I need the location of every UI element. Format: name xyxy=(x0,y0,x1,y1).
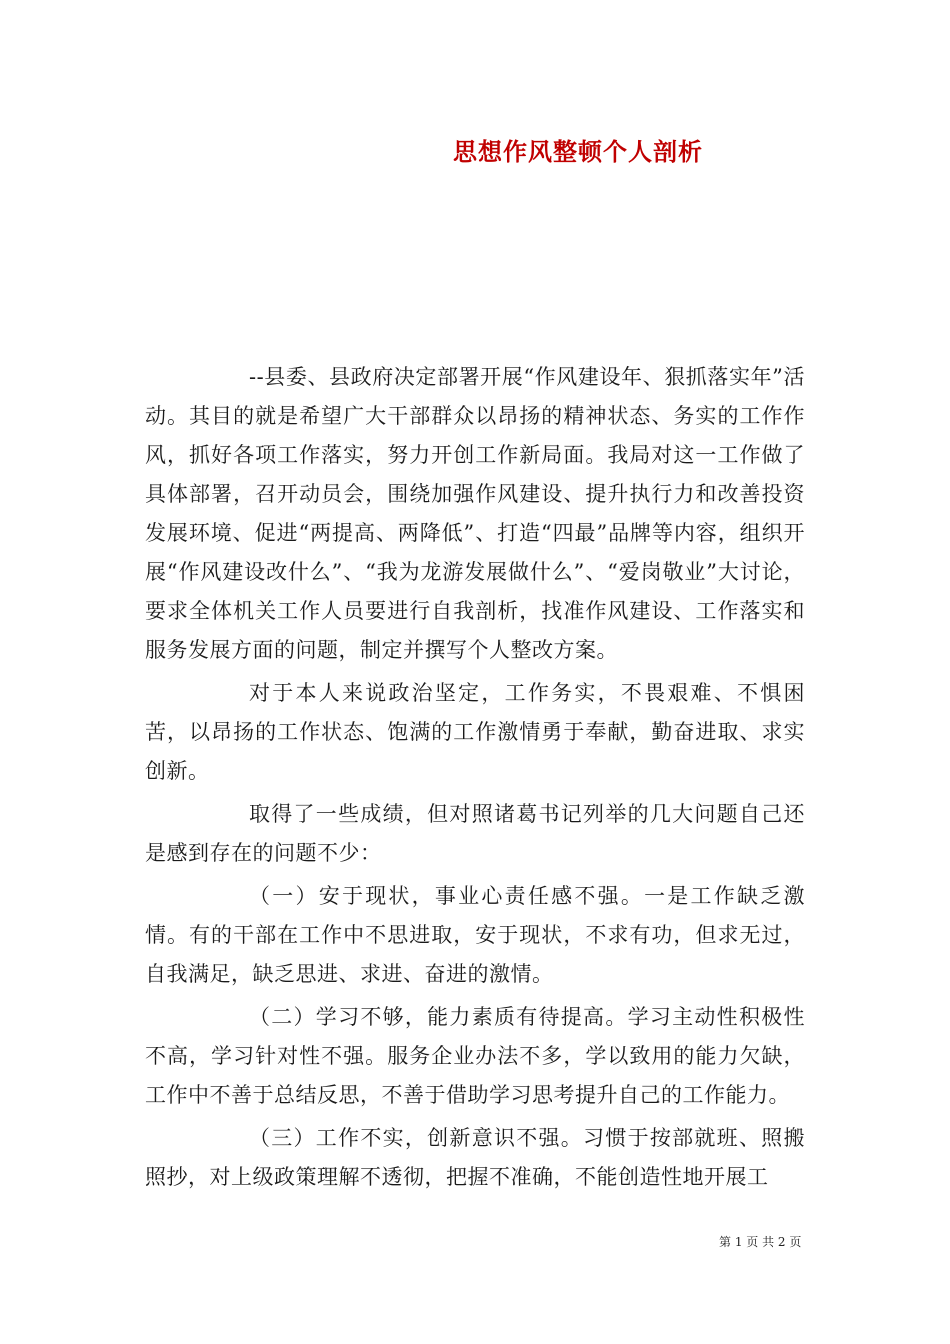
page-number-footer: 第 1 页 共 2 页 xyxy=(719,1235,802,1249)
paragraph-self-assessment: 对于本人来说政治坚定，工作务实，不畏艰难、不惧困苦，以昂扬的工作状态、饱满的工作激情勇于奉献，勤奋进取、求实创新。 xyxy=(145,681,805,783)
paragraph-problems-intro: 取得了一些成绩，但对照诸葛书记列举的几大问题自己还是感到存在的问题不少： xyxy=(145,802,805,865)
paragraph-intro: --县委、县政府决定部署开展“作风建设年、狠抓落实年”活动。其目的就是希望广大干部群众以昂扬的精神状态、务实的工作作风，抓好各项工作落实，努力开创工作新局面。我局对这一工作做了具体部署，召开动员会，围绕加强作风建设、提升执行力和改善投资发展环境、促进“两提高、两降低”、打造“四最”品牌等内容，组织开展“作风建设改什么”、“我为龙游发展做什么”、“爱岗敬业”大讨论，要求全体机关工作人员要进行自我剖析，找准作风建设、工作落实和服务发展方面的问题，制定并撰写个人整改方案。 xyxy=(145,365,805,662)
document-title: 思想作风整顿个人剖析 xyxy=(453,137,703,166)
paragraph-problem-1: （一）安于现状，事业心责任感不强。一是工作缺乏激情。有的干部在工作中不思进取，安于现状，不求有功，但求无过，自我满足，缺乏思进、求进、奋进的激情。 xyxy=(145,884,805,986)
document-body xyxy=(145,358,805,1201)
paragraph-problem-2: （二）学习不够，能力素质有待提高。学习主动性积极性不高，学习针对性不强。服务企业办法不多，学以致用的能力欠缺，工作中不善于总结反思，不善于借助学习思考提升自己的工作能力。 xyxy=(145,1005,805,1107)
paragraph-problem-3: （三）工作不实，创新意识不强。习惯于按部就班、照搬照抄，对上级政策理解不透彻，把握不准确，不能创造性地开展工 xyxy=(145,1126,805,1189)
